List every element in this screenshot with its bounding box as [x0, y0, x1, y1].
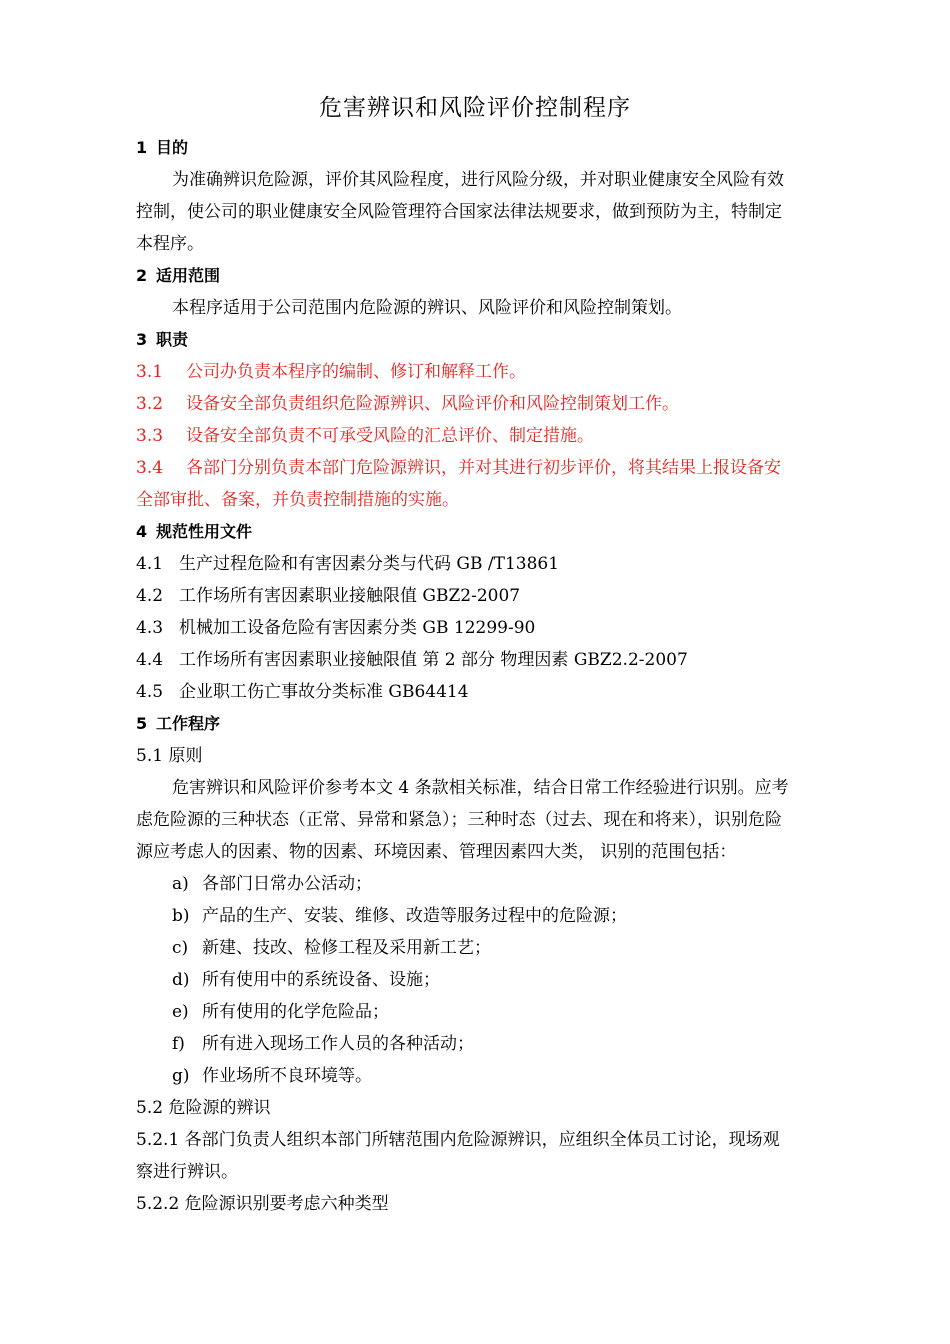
section-number: 5: [136, 714, 148, 733]
responsibility-item: [136, 424, 594, 448]
list-item: [172, 904, 627, 928]
section-title: 工作程序: [156, 714, 221, 733]
paragraph-line: 危害辨识和风险评价参考本文 4 条款相关标准，结合日常工作经验进行识别。应考: [172, 778, 789, 798]
item-text: 公司办负责本程序的编制、修订和解释工作。: [186, 362, 526, 382]
paragraph-line: 为准确辨识危险源，评价其风险程度，进行风险分级，并对职业健康安全风险有效: [172, 170, 784, 190]
item-text: 工作场所有害因素职业接触限值 GBZ2-2007: [179, 586, 521, 606]
paragraph-line: 5.2.1 各部门负责人组织本部门所辖范围内危险源辨识，应组织全体员工讨论，现场观: [136, 1130, 780, 1150]
item-text: 各部门分别负责本部门危险源辨识，并对其进行初步评价，将其结果上报设备安: [186, 458, 781, 478]
responsibility-item: [136, 392, 679, 416]
item-text: 企业职工伤亡事故分类标准 GB64414: [179, 682, 469, 702]
paragraph-line: 虑危险源的三种状态（正常、异常和紧急）；三种时态（过去、现在和将来），识别危险: [136, 810, 782, 830]
subsection-title: 5.2 危险源的辨识: [136, 1098, 271, 1118]
item-text: 生产过程危险和有害因素分类与代码 GB /T13861: [179, 554, 560, 574]
item-number: 4.4: [136, 650, 164, 670]
section-5-heading: [136, 712, 220, 736]
paragraph-line: 本程序。: [136, 234, 204, 254]
section-number: 2: [136, 266, 148, 285]
section-title: 职责: [156, 330, 189, 349]
list-label: c): [172, 938, 189, 958]
section-number: 4: [136, 522, 148, 541]
list-text: 所有使用的化学危险品；: [202, 1002, 389, 1022]
paragraph-line: 察进行辨识。: [136, 1162, 238, 1182]
item-text: 设备安全部负责不可承受风险的汇总评价、制定措施。: [186, 426, 594, 446]
list-text: 作业场所不良环境等。: [202, 1066, 372, 1086]
list-text: 各部门日常办公活动；: [202, 874, 372, 894]
page-title: 危害辨识和风险评价控制程序: [319, 95, 631, 121]
item-text: 机械加工设备危险有害因素分类 GB 12299-90: [179, 618, 536, 638]
paragraph-line: 控制，使公司的职业健康安全风险管理符合国家法律法规要求，做到预防为主，特制定: [136, 202, 782, 222]
list-item: [172, 1032, 474, 1056]
list-text: 新建、技改、检修工程及采用新工艺；: [202, 938, 491, 958]
section-title: 规范性用文件: [156, 522, 253, 541]
list-text: 产品的生产、安装、维修、改造等服务过程中的危险源；: [202, 906, 627, 926]
item-number: 3.3: [136, 426, 164, 446]
item-number: 4.3: [136, 618, 164, 638]
section-4-heading: [136, 520, 252, 544]
list-label: f): [172, 1034, 185, 1054]
item-number: 3.4: [136, 458, 164, 478]
item-number: 4.5: [136, 682, 164, 702]
responsibility-item: [136, 456, 781, 480]
item-number: 3.1: [136, 362, 164, 382]
list-label: g): [172, 1066, 190, 1086]
section-2-heading: [136, 264, 220, 288]
responsibility-item-continuation: 全部审批、备案，并负责控制措施的实施。: [136, 490, 459, 510]
section-number: 1: [136, 138, 148, 157]
item-text: 设备安全部负责组织危险源辨识、风险评价和风险控制策划工作。: [186, 394, 679, 414]
section-title: 目的: [156, 138, 189, 157]
item-number: 3.2: [136, 394, 164, 414]
list-item: [172, 872, 372, 896]
list-item: [172, 936, 491, 960]
list-label: e): [172, 1002, 189, 1022]
section-number: 3: [136, 330, 148, 349]
item-number: 4.2: [136, 586, 164, 606]
list-item: [172, 1000, 389, 1024]
list-label: a): [172, 874, 189, 894]
item-text: 工作场所有害因素职业接触限值 第 2 部分 物理因素 GBZ2.2-2007: [179, 650, 688, 670]
item-number: 4.1: [136, 554, 164, 574]
list-item: [172, 968, 440, 992]
list-label: d): [172, 970, 190, 990]
reference-item: [136, 616, 535, 640]
list-label: b): [172, 906, 190, 926]
list-text: 所有使用中的系统设备、设施；: [202, 970, 440, 990]
reference-item: [136, 648, 688, 672]
section-3-heading: [136, 328, 188, 352]
paragraph-line: 5.2.2 危险源识别要考虑六种类型: [136, 1194, 389, 1214]
list-item: [172, 1064, 372, 1088]
reference-item: [136, 680, 469, 704]
reference-item: [136, 584, 520, 608]
list-text: 所有进入现场工作人员的各种活动；: [202, 1034, 474, 1054]
section-title: 适用范围: [156, 266, 221, 285]
reference-item: [136, 552, 559, 576]
responsibility-item: [136, 360, 526, 384]
section-1-heading: [136, 136, 188, 160]
paragraph-line: 源应考虑人的因素、物的因素、环境因素、管理因素四大类， 识别的范围包括：: [136, 842, 737, 862]
subsection-title: 5.1 原则: [136, 746, 203, 766]
paragraph-line: 本程序适用于公司范围内危险源的辨识、风险评价和风险控制策划。: [172, 298, 682, 318]
